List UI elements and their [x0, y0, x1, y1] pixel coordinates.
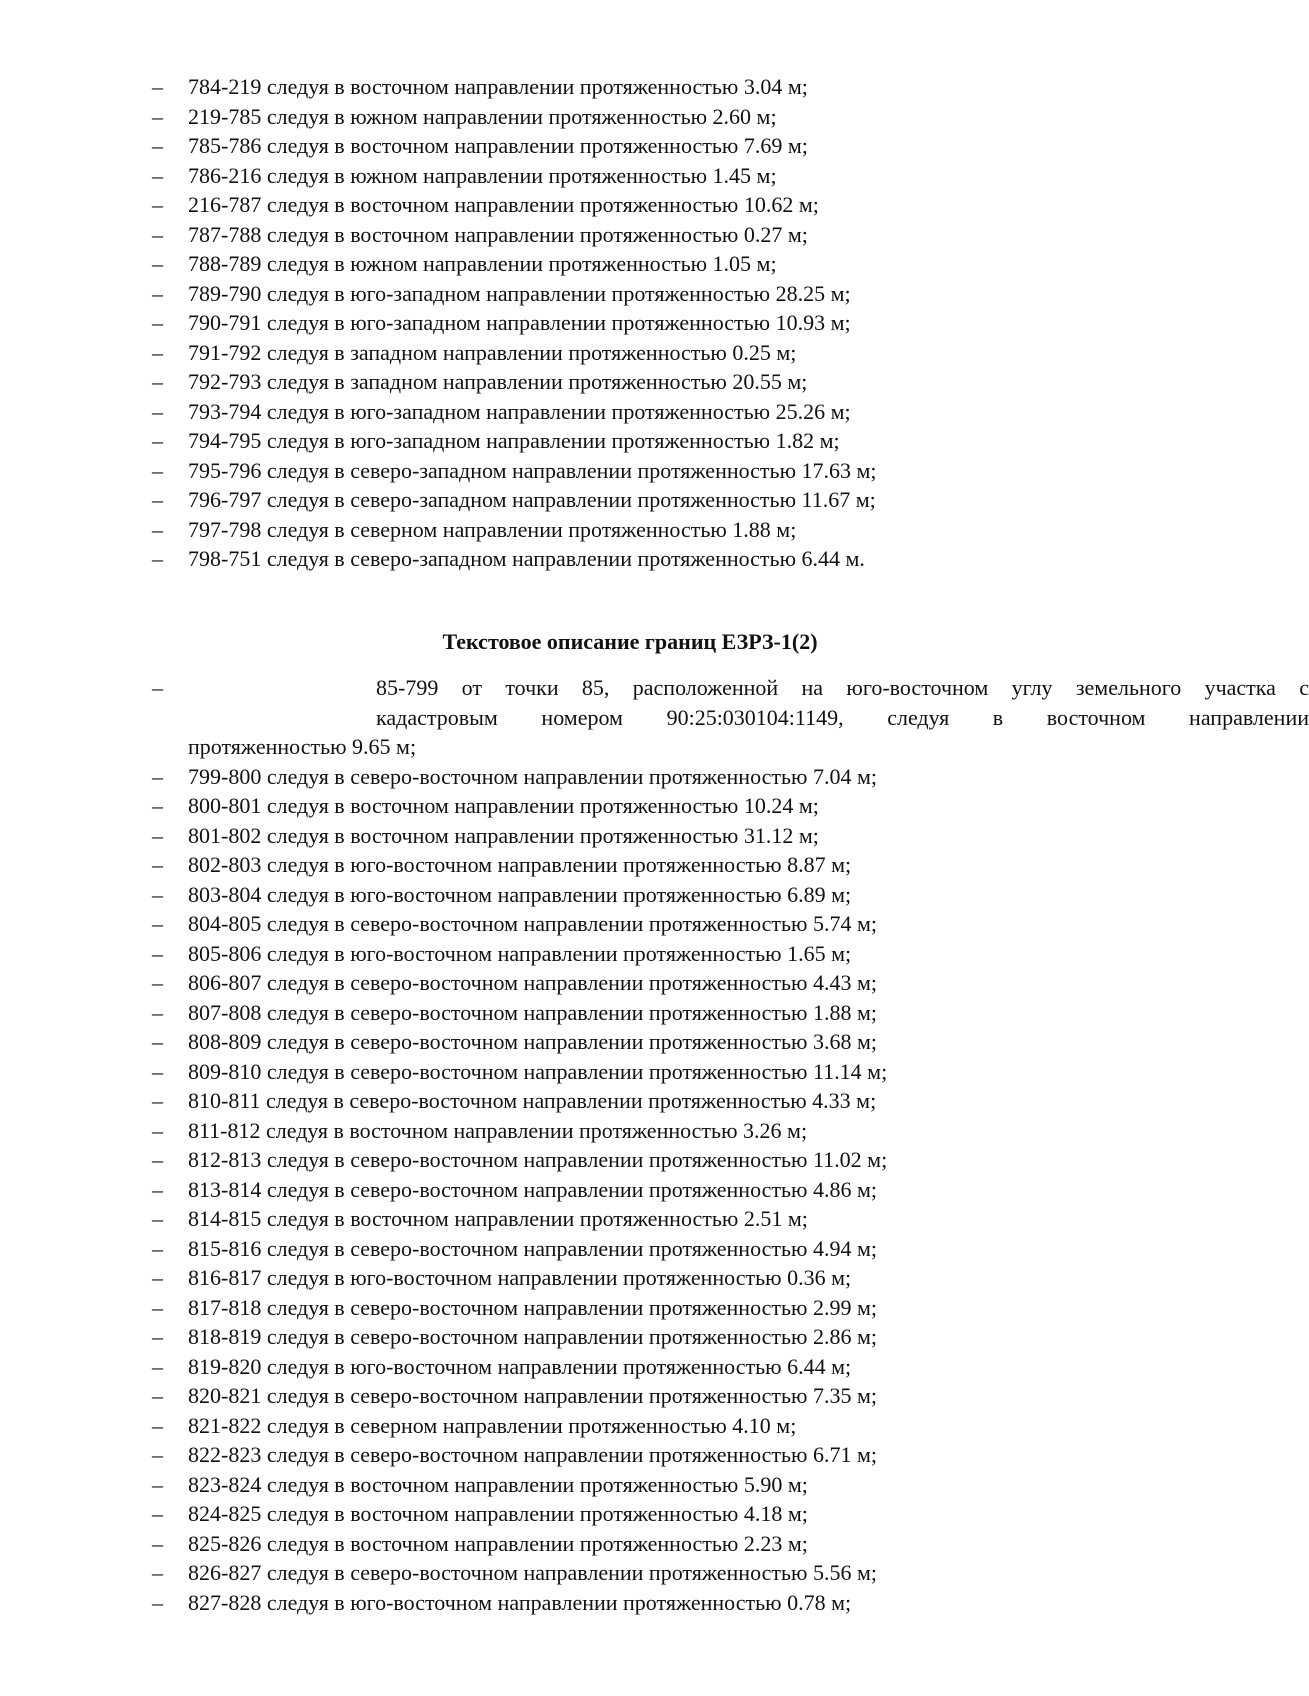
list-dash: –: [152, 999, 163, 1025]
list-dash: –: [152, 1589, 163, 1615]
list-item: [0, 72, 1200, 102]
list-item-text: 799-800 следуя в северо-восточном направлении протяженностью 7.04 м;: [188, 763, 878, 789]
list-item: [0, 1440, 1200, 1470]
list-item-text: 800-801 следуя в восточном направлении протяженностью 10.24 м;: [188, 793, 819, 818]
list-item: [0, 1558, 1200, 1588]
list-item: [0, 397, 1200, 427]
list-item: [0, 1293, 1200, 1323]
list-dash: –: [152, 1206, 163, 1231]
list-item: [0, 791, 1200, 821]
list-item-text: 814-815 следуя в восточном направлении протяженностью 2.51 м;: [188, 1206, 808, 1231]
list-item: [0, 1175, 1200, 1205]
list-dash: –: [152, 1294, 163, 1320]
list-item-text: 810-811 следуя в северо-восточном направлении протяженностью 4.33 м;: [188, 1088, 877, 1113]
list-item: [0, 1116, 1200, 1146]
list-dash: –: [152, 516, 163, 542]
list-dash: –: [152, 1530, 163, 1556]
list-dash: –: [152, 1235, 163, 1261]
list-item: [0, 762, 1200, 792]
list-item: [0, 1086, 1200, 1116]
list-item: [0, 1499, 1200, 1529]
list-dash: –: [152, 1501, 163, 1526]
list-item-text: 826-827 следуя в северо-восточном направлении протяженностью 5.56 м;: [188, 1560, 878, 1585]
list-item: [0, 131, 1200, 161]
list-item-text: 825-826 следуя в восточном направлении протяженностью 2.23 м;: [188, 1530, 808, 1556]
list-dash: –: [152, 251, 163, 276]
list-dash: –: [152, 1560, 163, 1585]
list-item-text: 818-819 следуя в северо-восточном направлении протяженностью 2.86 м;: [188, 1324, 878, 1349]
list-item-text: 216-787 следуя в восточном направлении протяженностью 10.62 м;: [188, 192, 819, 217]
list-dash: –: [152, 1265, 163, 1290]
list-item-line: 85-799 от точки 85, расположенной на юго-восточном углу земельного участка с: [376, 675, 1309, 700]
list-dash: –: [152, 1176, 163, 1202]
list-dash: –: [152, 1353, 163, 1379]
list-item: [0, 279, 1200, 309]
list-dash: –: [152, 103, 163, 129]
list-dash: –: [152, 546, 163, 571]
list-item: [0, 1322, 1200, 1352]
list-dash: –: [152, 74, 163, 99]
list-dash: –: [152, 822, 163, 848]
list-item: [0, 102, 1200, 132]
list-item-text: 803-804 следуя в юго-восточном направлении протяженностью 6.89 м;: [188, 881, 852, 907]
list-item: [0, 1027, 1200, 1057]
list-dash: –: [152, 793, 163, 818]
list-item: [0, 1411, 1200, 1441]
list-item: [0, 190, 1200, 220]
list-item-text: 795-796 следуя в северо-западном направлении протяженностью 17.63 м;: [188, 457, 877, 483]
list-item: [0, 939, 1200, 969]
list-item: [0, 968, 1200, 998]
list-item: [0, 426, 1200, 456]
list-item: [0, 220, 1200, 250]
list-dash: –: [152, 1058, 163, 1084]
list-item-text: 823-824 следуя в восточном направлении протяженностью 5.90 м;: [188, 1471, 808, 1497]
list-item-line: кадастровым номером 90:25:030104:1149, следуя в восточном направлении: [376, 704, 1309, 730]
list-item-text: 812-813 следуя в северо-восточном направлении протяженностью 11.02 м;: [188, 1147, 888, 1172]
list-dash: –: [152, 1088, 163, 1113]
list-item-text: 816-817 следуя в юго-восточном направлении протяженностью 0.36 м;: [188, 1265, 852, 1290]
list-item-text: 786-216 следуя в южном направлении протяженностью 1.45 м;: [188, 162, 777, 188]
list-dash: –: [152, 1412, 163, 1438]
list-dash: –: [152, 970, 163, 995]
list-item-text: 809-810 следуя в северо-восточном направлении протяженностью 11.14 м;: [188, 1058, 888, 1084]
boundary-list-ezrz: [0, 673, 1309, 1617]
list-item-text: 822-823 следуя в северо-восточном направлении протяженностью 6.71 м;: [188, 1442, 878, 1467]
list-item-text: 797-798 следуя в северном направлении протяженностью 1.88 м;: [188, 516, 797, 542]
list-dash: –: [152, 852, 163, 877]
list-item-text: 784-219 следуя в восточном направлении протяженностью 3.04 м;: [188, 74, 808, 99]
list-item: [0, 1381, 1200, 1411]
boundary-list-top: [0, 72, 1200, 574]
list-item: [0, 308, 1200, 338]
list-item: [0, 515, 1200, 545]
list-item: [0, 456, 1200, 486]
list-item: [0, 485, 1200, 515]
list-item-text: 817-818 следуя в северо-восточном направлении протяженностью 2.99 м;: [188, 1294, 878, 1320]
list-dash: –: [152, 339, 163, 365]
list-dash: –: [152, 911, 163, 936]
list-item: [0, 1588, 1200, 1618]
list-item-text: 219-785 следуя в южном направлении протяженностью 2.60 м;: [188, 103, 777, 129]
list-item: [0, 544, 1200, 574]
list-item: [0, 338, 1200, 368]
list-item-first: [0, 673, 1309, 762]
list-item-text: [376, 673, 1309, 732]
list-dash: –: [152, 310, 163, 335]
list-item-line-outdent: протяженностью 9.65 м;: [188, 734, 417, 759]
list-dash: –: [152, 1442, 163, 1467]
list-item: [0, 1529, 1200, 1559]
list-item-text: 819-820 следуя в юго-восточном направлении протяженностью 6.44 м;: [188, 1353, 852, 1379]
list-item: [0, 367, 1200, 397]
list-dash: –: [152, 1029, 163, 1054]
list-item: [0, 161, 1200, 191]
list-item: [0, 1263, 1200, 1293]
list-dash: –: [152, 457, 163, 483]
list-item-text: 824-825 следуя в восточном направлении протяженностью 4.18 м;: [188, 1501, 808, 1526]
list-item-text: 815-816 следуя в северо-восточном направлении протяженностью 4.94 м;: [188, 1235, 878, 1261]
list-dash: –: [152, 675, 163, 700]
list-dash: –: [152, 398, 163, 424]
list-item-text: 820-821 следуя в северо-восточном направлении протяженностью 7.35 м;: [188, 1383, 878, 1408]
section-heading: Текстовое описание границ ЕЗРЗ-1(2): [442, 629, 818, 654]
list-item-text: 807-808 следуя в северо-восточном направлении протяженностью 1.88 м;: [188, 999, 878, 1025]
list-item-text: 808-809 следуя в северо-восточном направлении протяженностью 3.68 м;: [188, 1029, 878, 1054]
list-dash: –: [152, 428, 163, 453]
list-item: [0, 1057, 1200, 1087]
list-item-text: 790-791 следуя в юго-западном направлении протяженностью 10.93 м;: [188, 310, 851, 335]
list-dash: –: [152, 162, 163, 188]
list-item-text: 794-795 следуя в юго-западном направлении протяженностью 1.82 м;: [188, 428, 840, 453]
list-dash: –: [152, 1147, 163, 1172]
list-item-text: 787-788 следуя в восточном направлении протяженностью 0.27 м;: [188, 221, 808, 247]
list-item: [0, 880, 1200, 910]
list-item-text: 793-794 следуя в юго-западном направлении протяженностью 25.26 м;: [188, 398, 851, 424]
list-dash: –: [152, 940, 163, 966]
list-item: [0, 850, 1200, 880]
list-dash: –: [152, 280, 163, 306]
list-dash: –: [152, 221, 163, 247]
list-item-text: 811-812 следуя в восточном направлении протяженностью 3.26 м;: [188, 1117, 808, 1143]
list-item: [0, 1470, 1200, 1500]
list-dash: –: [152, 1383, 163, 1408]
list-dash: –: [152, 133, 163, 158]
list-dash: –: [152, 763, 163, 789]
list-item-text: 806-807 следуя в северо-восточном направлении протяженностью 4.43 м;: [188, 970, 878, 995]
list-item-text: 801-802 следуя в восточном направлении протяженностью 31.12 м;: [188, 822, 819, 848]
list-item-text: 804-805 следуя в северо-восточном направлении протяженностью 5.74 м;: [188, 911, 878, 936]
list-item-text: 791-792 следуя в западном направлении протяженностью 0.25 м;: [188, 339, 797, 365]
list-item-text: 805-806 следуя в юго-восточном направлении протяженностью 1.65 м;: [188, 940, 852, 966]
list-item-text: 788-789 следуя в южном направлении протяженностью 1.05 м;: [188, 251, 777, 276]
list-dash: –: [152, 1471, 163, 1497]
list-item-text: 796-797 следуя в северо-западном направлении протяженностью 11.67 м;: [188, 487, 876, 512]
list-item: [0, 821, 1200, 851]
list-item-text: 821-822 следуя в северном направлении протяженностью 4.10 м;: [188, 1412, 797, 1438]
list-item: [0, 1234, 1200, 1264]
list-item-text: 789-790 следуя в юго-западном направлении протяженностью 28.25 м;: [188, 280, 851, 306]
list-dash: –: [152, 369, 163, 394]
list-dash: –: [152, 487, 163, 512]
list-item-text: 798-751 следуя в северо-западном направлении протяженностью 6.44 м.: [188, 546, 865, 571]
list-dash: –: [152, 1117, 163, 1143]
list-item-text: 827-828 следуя в юго-восточном направлении протяженностью 0.78 м;: [188, 1589, 852, 1615]
list-item-text: 813-814 следуя в северо-восточном направлении протяженностью 4.86 м;: [188, 1176, 878, 1202]
list-item: [0, 998, 1200, 1028]
list-item-text: 802-803 следуя в юго-восточном направлении протяженностью 8.87 м;: [188, 852, 852, 877]
list-item-text: 792-793 следуя в западном направлении протяженностью 20.55 м;: [188, 369, 808, 394]
list-item-text: 785-786 следуя в восточном направлении протяженностью 7.69 м;: [188, 133, 808, 158]
list-item: [0, 1145, 1200, 1175]
list-dash: –: [152, 881, 163, 907]
list-dash: –: [152, 1324, 163, 1349]
list-item: [0, 909, 1200, 939]
list-item: [0, 1204, 1200, 1234]
list-dash: –: [152, 192, 163, 217]
list-item: [0, 249, 1200, 279]
list-item: [0, 1352, 1200, 1382]
